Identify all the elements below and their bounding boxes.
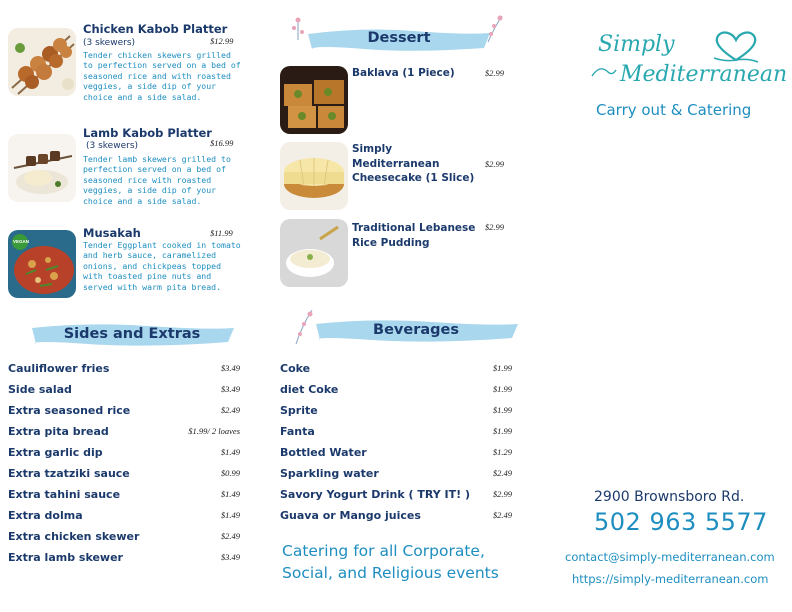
beverages-item-label: diet Coke [280,383,339,396]
blossom-icon [288,14,308,42]
beverages-row [280,509,512,530]
beverages-row [280,467,512,488]
sides-item-price: $1.49 [220,489,240,499]
beverages-row [280,425,512,446]
beverages-row [280,362,512,383]
beverages-row [280,488,512,509]
sides-item-label: Extra tahini sauce [8,488,121,501]
dessert-name: Traditional Lebanese Rice Pudding [352,222,476,249]
sides-row [8,509,240,530]
beverages-item-label: Sprite [280,404,318,417]
sides-row [8,446,240,467]
catering-line-1: Catering for all Corporate, [282,542,485,560]
sides-item-price: $1.49 [220,447,240,457]
dessert-name: Baklava (1 Piece) [352,67,455,79]
lamb-kabob-photo [8,134,76,202]
sides-item-price: $0.99 [220,468,240,478]
sides-row [8,362,240,383]
sides-item-price: $1.99/ 2 loaves [188,426,240,436]
beverages-item-price: $1.29 [492,447,512,457]
sides-item-price: $3.49 [220,384,240,394]
dessert-price: $2.99 [484,68,504,78]
item-description: Tender chicken skewers grilled to perfection served on a bed of seasoned rice and with roasted veggies, a side dip of your choice and a side salad. [83,50,241,102]
beverages-item-price: $2.49 [492,468,512,478]
menu-item-musakah [8,226,248,306]
sides-item-price: $1.49 [220,510,240,520]
item-name: Lamb Kabob Platter [83,126,212,140]
tagline: Carry out & Catering [596,101,752,119]
menu-item-lamb-kabob [8,126,248,222]
dessert-price: $2.99 [484,159,504,169]
rice-pudding-photo [280,219,348,287]
sides-item-label: Extra dolma [8,509,83,522]
dessert-title: Dessert [367,30,431,46]
item-subtitle: (3 skewers) [83,38,136,48]
beverages-row [280,404,512,425]
left-panel [0,0,264,612]
catering-note [282,540,522,584]
sides-title: Sides and Extras [63,326,201,342]
dessert-price: $2.99 [484,222,504,232]
beverages-item-price: $2.49 [492,510,512,520]
beverages-item-price: $1.99 [492,426,512,436]
right-panel [528,0,792,612]
beverages-item-label: Fanta [280,425,315,438]
sides-banner [28,320,236,350]
sides-item-label: Extra tzatziki sauce [8,467,130,480]
item-price: $16.99 [210,138,234,148]
beverages-item-price: $2.99 [492,489,512,499]
website-link[interactable]: https://simply-mediterranean.com [572,572,769,586]
sides-item-label: Cauliflower fries [8,362,110,375]
beverages-row [280,383,512,404]
baklava-photo [280,66,348,134]
dessert-name: Simply Mediterranean Cheesecake (1 Slice) [352,143,475,184]
sides-row [8,404,240,425]
logo-word-1: Simply [598,32,675,57]
sides-item-price: $2.49 [220,405,240,415]
beverages-row [280,446,512,467]
beverages-item-label: Bottled Water [280,446,367,459]
item-name: Musakah [83,226,141,240]
item-name: Chicken Kabob Platter [83,22,228,36]
cheesecake-photo [280,142,348,210]
sides-item-price: $2.49 [220,531,240,541]
item-description: Tender Eggplant cooked in tomato and herb sauce, caramelized onions, and chickpeas topped with toasted pine nuts and served with warm pita bread. [83,240,241,292]
dessert-banner [304,24,494,54]
beverages-title: Beverages [373,322,459,338]
sides-item-label: Extra pita bread [8,425,109,438]
sides-row [8,467,240,488]
middle-panel [264,0,528,612]
beverages-item-label: Savory Yogurt Drink ( TRY IT! ) [280,488,471,501]
item-description: Tender lamb skewers grilled to perfection served on a bed of seasoned rice with roasted veggies, a side dip of your choice and a side salad. [83,154,231,206]
item-subtitle: (3 skewers) [86,141,139,151]
phone-number[interactable]: 502 963 5577 [594,508,768,536]
swirl-icon [590,62,618,82]
sides-item-price: $3.49 [220,363,240,373]
sides-item-price: $3.49 [220,552,240,562]
beverages-item-price: $1.99 [492,384,512,394]
logo-word-2: Mediterranean [620,62,788,87]
sides-item-label: Extra seasoned rice [8,404,131,417]
sides-row [8,488,240,509]
item-price: $12.99 [210,36,234,46]
address: 2900 Brownsboro Rd. [594,489,745,505]
beverages-item-price: $1.99 [492,363,512,373]
beverages-item-price: $1.99 [492,405,512,415]
sides-item-label: Side salad [8,383,72,396]
sides-row [8,551,240,572]
sides-row [8,425,240,446]
beverages-item-label: Sparkling water [280,467,379,480]
item-price: $11.99 [210,228,233,238]
sides-item-label: Extra lamb skewer [8,551,123,564]
heart-icon [712,28,760,64]
sides-row [8,383,240,404]
blossom-icon [292,306,316,346]
beverages-item-label: Coke [280,362,311,375]
catering-line-2: Social, and Religious events [282,564,499,582]
blossom-icon [482,12,506,44]
email-link[interactable]: contact@simply-mediterranean.com [565,550,775,564]
beverages-banner [312,316,520,346]
sides-row [8,530,240,551]
beverages-item-label: Guava or Mango juices [280,509,421,522]
sides-item-label: Extra chicken skewer [8,530,140,543]
menu-item-chicken-kabob [8,22,248,122]
chicken-kabob-photo [8,28,76,96]
vegan-badge: VEGAN [13,239,30,244]
musakah-photo [8,230,76,298]
sides-item-label: Extra garlic dip [8,446,103,459]
